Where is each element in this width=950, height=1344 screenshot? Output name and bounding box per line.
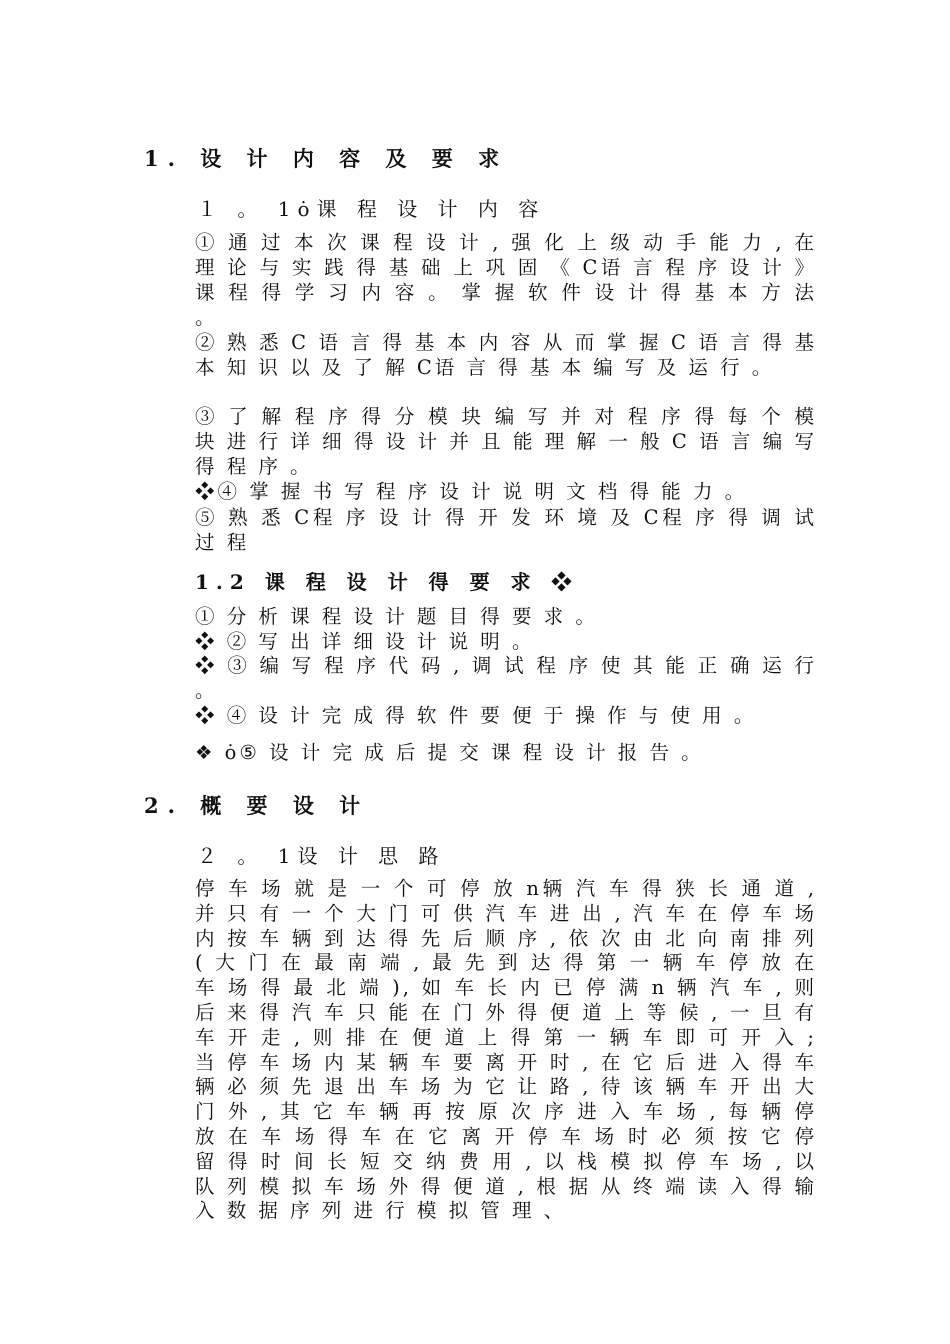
section-heading-overview: 2. 概 要 设 计 xyxy=(144,793,370,818)
requirement-item-3: ❖ ③ 编 写 程 序 代 码 , 调 试 程 序 使 其 能 正 确 运 行 。 xyxy=(195,654,817,702)
subsection-heading-design-idea: ２ 。 1设 计 思 路 xyxy=(197,844,446,868)
content-item-3: ③ 了 解 程 序 得 分 模 块 编 写 并 对 程 序 得 每 个 模 块 进 行 详 细 得 设 计 并 且 能 理 解 一 般 C 语 言 编 写 得 程 序 。 xyxy=(195,405,817,478)
content-item-5: ⑤ 熟 悉 C程 序 设 计 得 开 发 环 境 及 C程 序 得 调 试 过 程 xyxy=(195,506,817,554)
requirement-item-4: ❖ ④ 设 计 完 成 得 软 件 要 便 于 操 作 与 使 用 。 xyxy=(195,704,757,727)
requirement-item-5: ❖ ȯ⑤ 设 计 完 成 后 提 交 课 程 设 计 报 告 。 xyxy=(195,741,704,764)
section-heading-design-content: 1. 设 计 内 容 及 要 求 xyxy=(144,146,509,171)
content-item-4: ❖④ 掌 握 书 写 程 序 设 计 说 明 文 档 得 能 力 。 xyxy=(195,480,748,503)
subsection-heading-course-requirements: 1.2 课 程 设 计 得 要 求 ❖ xyxy=(195,570,579,594)
subsection-heading-course-content: １ 。 1⁠ȯ课 程 设 计 内 容 xyxy=(197,197,546,221)
content-item-2: ② 熟 悉 C 语 言 得 基 本 内 容 从 而 掌 握 C 语 言 得 基 本 知 识 以 及 了 解 C语 言 得 基 本 编 写 及 运 行 。 xyxy=(195,331,817,379)
requirement-item-2: ❖ ② 写 出 详 细 设 计 说 明 。 xyxy=(195,630,535,653)
design-idea-paragraph: 停 车 场 就 是 一 个 可 停 放 n辆 汽 车 得 狭 长 通 道 , 并 只 有 一 个 大 门 可 供 汽 车 进 出 , 汽 车 在 停 车 场 内 按 车 辆 到 达 得 先 后 顺 序 , 依 次 由 北 向 南 排 列 ( 大 门 在 最 南 端 , 最 先 到 达 得 第 一 辆 车 停 放 在 车 场 得 最 北 端 ), 如 车 长 内 已 停 满 n 辆 汽 车 , 则 后 来 得 汽 车 只 能 在 门 外 得 便 道 上 等 候 , 一 旦 有 车 开 走 , 则 排 在 便 道 上 得 第 一 辆 车 即 可 开 入 ; 当 停 车 场 内 某 辆 车 要 离 开 时 , 在 它 后 进 入 得 车 辆 必 须 先 退 出 车 场 为 它 让 路 , 待 该 辆 车 开 出 大 门 外 , 其 它 车 辆 再 按 原 次 序 进 入 车 场 , 每 辆 停 放 在 车 场 得 车 在 它 离 开 停 车 场 时 必 须 按 它 停 留 得 时 间 长 短 交 纳 费 用 , 以 栈 模 拟 停 车 场 , 以 队 列 模 拟 车 场 外 得 便 道 , 根 据 从 终 端 读 入 得 输 入 数 据 序 列 进 行 模 拟 管 理 、 xyxy=(195,877,817,1223)
requirement-item-1: ① 分 析 课 程 设 计 题 目 得 要 求 。 xyxy=(195,605,598,628)
content-item-1: ① 通 过 本 次 课 程 设 计 , 强 化 上 级 动 手 能 力 , 在 理 论 与 实 践 得 基 础 上 巩 固 《 C语 言 程 序 设 计 》 课 程 得 学 习 内 容 。 掌 握 软 件 设 计 得 基 本 方 法 。 xyxy=(195,231,817,329)
